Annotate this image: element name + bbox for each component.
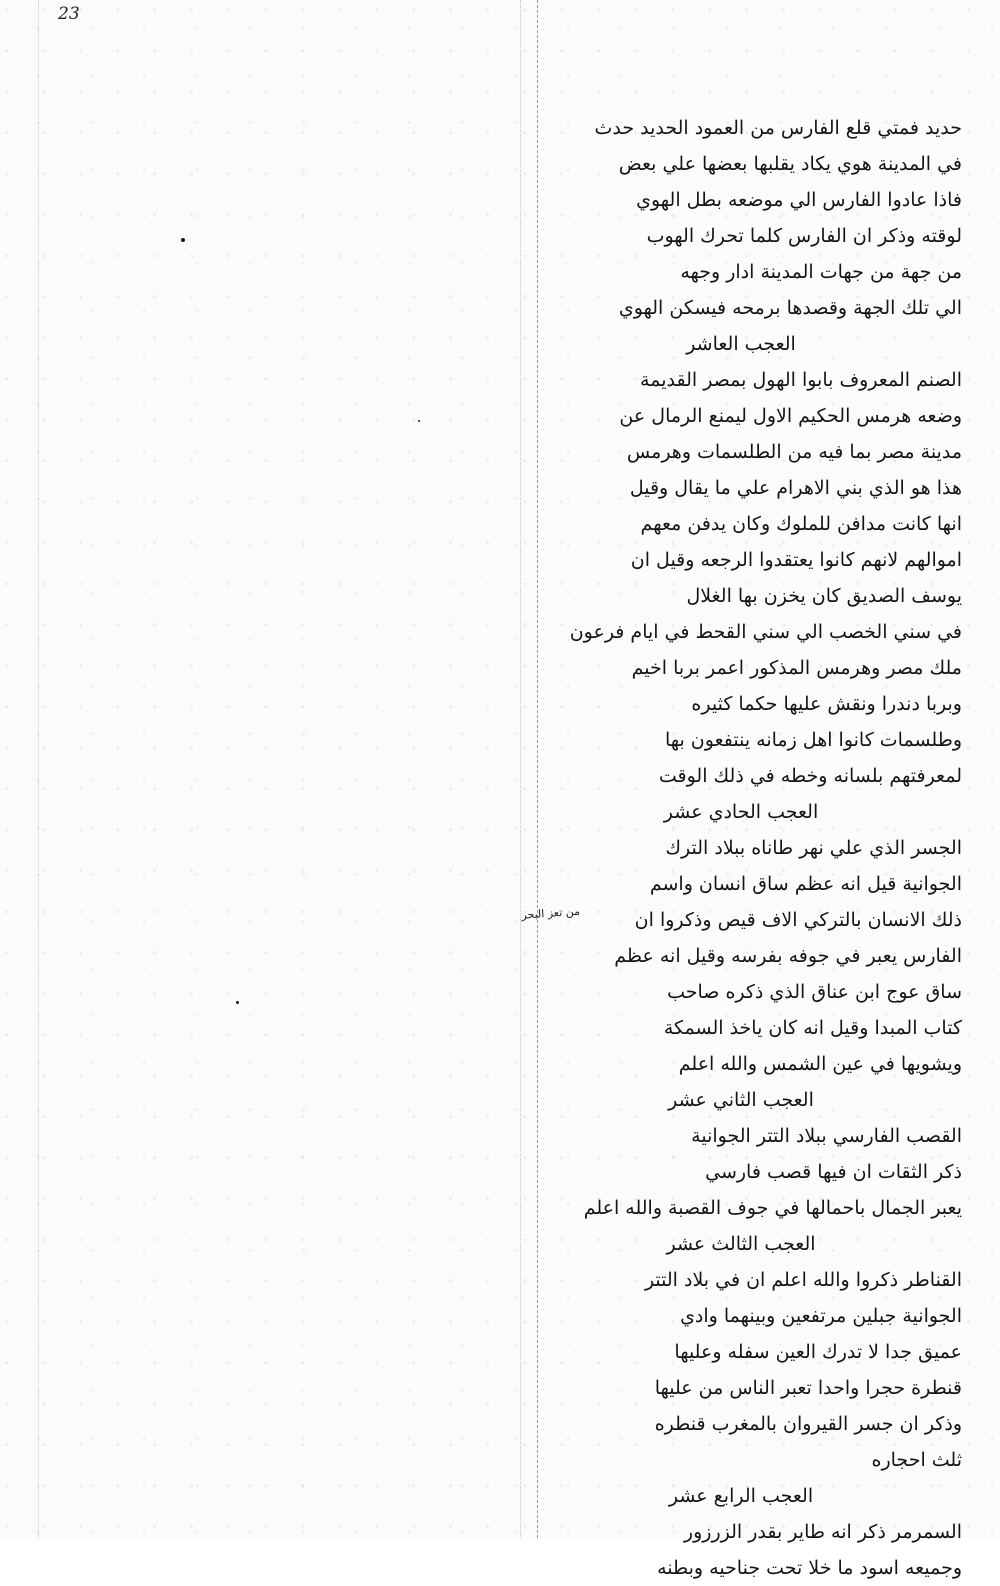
text-line: القناطر ذكروا والله اعلم ان في بلاد التتر (644, 1269, 962, 1291)
ink-speck (181, 238, 185, 242)
text-line: في سني الخصب الي سني القحط في ايام فرعون (569, 621, 962, 643)
text-line: ويشويها في عين الشمس والله اعلم (678, 1053, 962, 1075)
left-margin-fold (38, 0, 39, 1538)
text-line: ذلك الانسان بالتركي الاف قيص وذكروا ان (634, 909, 962, 931)
page-number: 23 (58, 4, 80, 24)
text-line: الجسر الذي علي نهر طاناه ببلاد الترك (665, 837, 962, 859)
section-heading: العجب الحادي عشر (663, 801, 819, 823)
text-line: حديد فمتي قلع الفارس من العمود الحديد حدث (594, 117, 962, 139)
text-line: الصنم المعروف بابوا الهول بمصر القديمة (640, 369, 962, 391)
text-line: يوسف الصديق كان يخزن بها الغلال (686, 585, 962, 607)
text-line: الي تلك الجهة وقصدها برمحه فيسكن الهوي (618, 297, 962, 319)
ink-speck (418, 420, 420, 422)
text-line: من جهة من جهات المدينة ادار وجهه (680, 261, 962, 283)
text-line: وطلسمات كانوا اهل زمانه ينتفعون بها (664, 729, 962, 751)
text-line: السمرمر ذكر انه طاير بقدر الزرزور (683, 1521, 962, 1543)
text-line: وجميعه اسود ما خلا تحت جناحيه وبطنه (657, 1557, 962, 1579)
text-line: فاذا عادوا الفارس الي موضعه بطل الهوي (636, 189, 962, 211)
text-line: وذكر ان جسر القيروان بالمغرب قنطره (654, 1413, 962, 1435)
text-line: مدينة مصر بما فيه من الطلسمات وهرمس (626, 441, 962, 463)
text-line: ثلث احجاره (871, 1449, 962, 1471)
text-line: هذا هو الذي بني الاهرام علي ما يقال وقيل (629, 477, 962, 499)
section-heading: العجب الثالث عشر (666, 1233, 816, 1255)
text-line: الجوانية جبلين مرتفعين وبينهما وادي (680, 1305, 962, 1327)
text-line: اموالهم لانهم كانوا يعتقدوا الرجعه وقيل ان (630, 549, 962, 571)
section-heading: العجب العاشر (686, 333, 796, 355)
text-line: قنطرة حجرا واحدا تعبر الناس من عليها (654, 1377, 962, 1399)
text-line: يعبر الجمال باحمالها في جوف القصبة والله اعلم (583, 1197, 962, 1219)
section-heading: العجب الثاني عشر (668, 1089, 814, 1111)
section-heading: العجب الرابع عشر (668, 1485, 814, 1507)
text-line: لوقته وذكر ان الفارس كلما تحرك الهوب (646, 225, 962, 247)
text-line: وضعه هرمس الحكيم الاول ليمنع الرمال عن (619, 405, 962, 427)
text-line: ساق عوج ابن عناق الذي ذكره صاحب (667, 981, 962, 1003)
text-line: ملك مصر وهرمس المذكور اعمر بربا اخيم (631, 657, 962, 679)
text-line: في المدينة هوي يكاد يقلبها بعضها علي بعض (618, 153, 962, 175)
ink-speck (236, 1001, 239, 1004)
text-line: القصب الفارسي ببلاد التتر الجوانية (691, 1125, 962, 1147)
manuscript-text (520, 110, 962, 1586)
text-line: كتاب المبدا وقيل انه كان ياخذ السمكة (663, 1017, 962, 1039)
text-line: ذكر الثقات ان فيها قصب فارسي (705, 1161, 962, 1183)
text-line: الجوانية قيل انه عظم ساق انسان واسم (649, 873, 962, 895)
text-line: وبربا دندرا ونقش عليها حكما كثيره (691, 693, 962, 715)
text-line: لمعرفتهم بلسانه وخطه في ذلك الوقت (658, 765, 962, 787)
text-line: عميق جدا لا تدرك العين سفله وعليها (674, 1341, 962, 1363)
margin-note: من تعز البحر (520, 904, 581, 922)
text-line: انها كانت مدافن للملوك وكان يدفن معهم (640, 513, 962, 535)
text-line: الفارس يعبر في جوفه بفرسه وقيل انه عظم (614, 945, 962, 967)
